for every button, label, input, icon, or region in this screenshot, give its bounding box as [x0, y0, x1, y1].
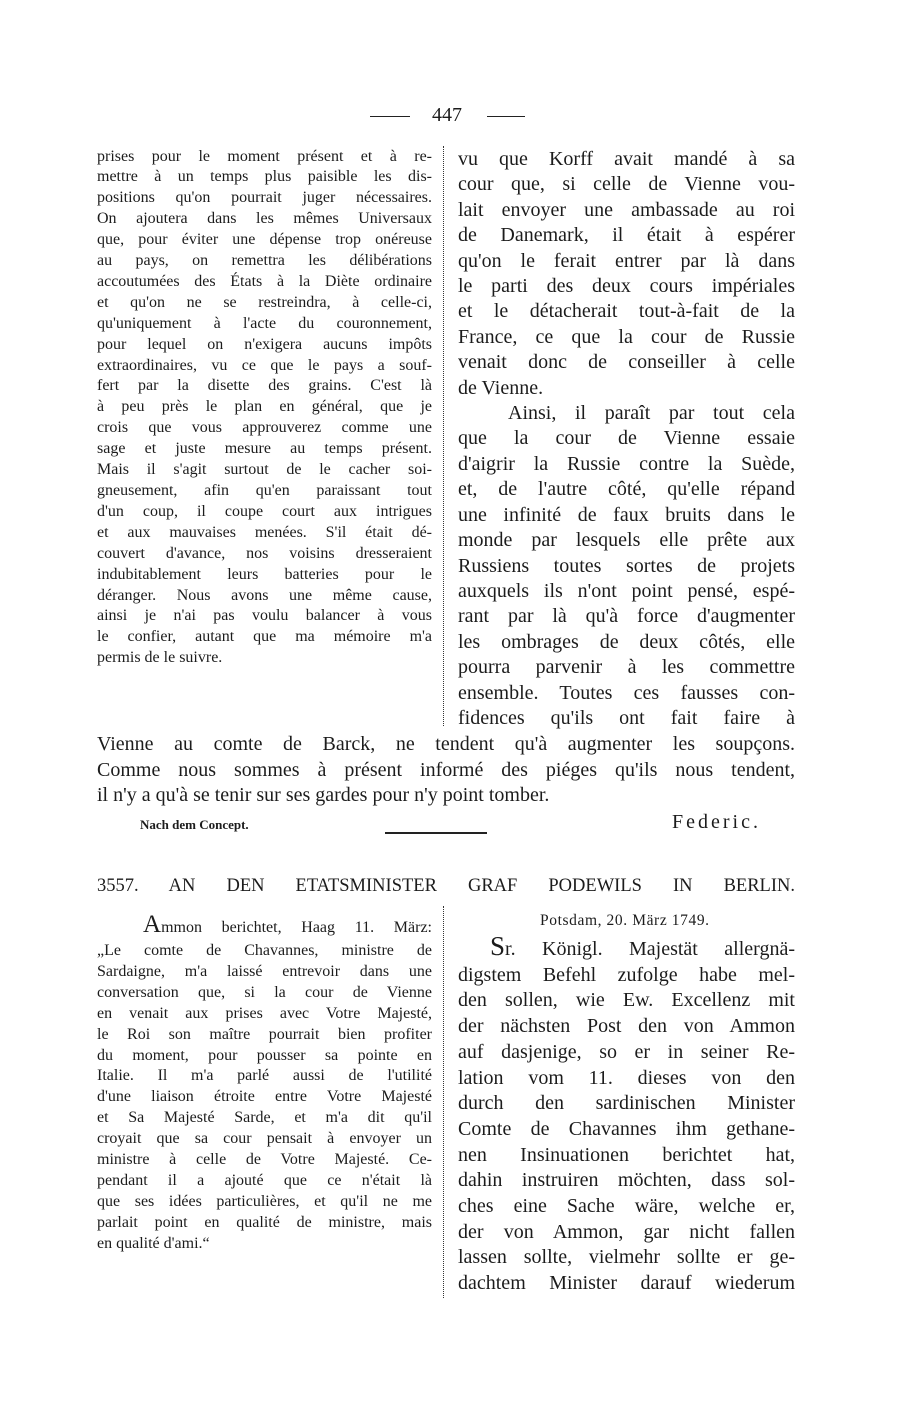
text-line: ainsi je n'ai pas voulu balancer à vous [97, 607, 432, 625]
text-line: positions qu'on pourrait juger nécessaires. [97, 189, 432, 207]
text-line: Sr. Königl. Majestät allergnä- [490, 931, 795, 961]
text-line: Ammon berichtet, Haag 11. März: [143, 911, 432, 938]
text-line: et qu'on ne se restreindra, à celle-ci, [97, 293, 432, 311]
text-line: déranger. Nous avons une même cause, [97, 586, 432, 604]
letter-heading: 3557. AN DEN ETATSMINISTER GRAF PODEWILS IN BERLIN. [97, 876, 795, 896]
text-line: et aux mauvaises menées. S'il était dé- [97, 523, 432, 541]
text-line: dachtem Minister darauf wiederum [458, 1272, 795, 1295]
text-line: lait envoyer une ambassade au roi [458, 198, 795, 221]
text-line: Sardaigne, m'a laissé entrevoir dans une [97, 962, 432, 980]
text-line: et Sa Majesté Sarde, et m'a dit qu'il [97, 1109, 432, 1127]
text-line: du moment, pour pousser sa pointe en [97, 1046, 432, 1064]
text-line: vu que Korff avait mandé à sa [458, 148, 795, 170]
text-line: Ainsi, il paraît par tout cela [508, 402, 795, 425]
text-line: pour lequel on n'exigera aucuns impôts [97, 335, 432, 353]
text-line: d'aigrir la Russie contre la Suède, [458, 452, 795, 475]
text-line: Mais il s'agit surtout de le cacher soi- [97, 461, 432, 479]
column-divider [443, 146, 444, 726]
text-line: digstem Befehl zufolge habe mel- [458, 963, 795, 986]
column-divider [443, 906, 444, 1298]
text-line: sage et juste mesure au temps présent. [97, 440, 432, 458]
right-column [458, 147, 795, 731]
text-line: de Vienne. [458, 376, 544, 399]
text-line: à peu près le plan en général, que je [97, 398, 432, 416]
text-line: fidences qu'ils ont fait faire à [458, 706, 795, 729]
text-line: extraordinaires, vu ce que le pays a souf- [97, 356, 432, 374]
text-line: der nächsten Post den von Ammon [458, 1015, 795, 1038]
text-line: France, ce que la cour de Russie [458, 325, 795, 348]
text-line: der von Ammon, gar nicht fallen [458, 1220, 795, 1243]
text-line: ches eine Sache wäre, welche er, [458, 1195, 795, 1218]
text-line: fert par la disette des grains. C'est là [97, 377, 432, 395]
signature: Federic. [672, 811, 761, 833]
text-line: gneusement, afin qu'en paraissant tout [97, 482, 432, 499]
text-line: On ajoutera dans les mêmes Universaux [97, 210, 432, 228]
text-line: lassen sollte, vielmehr sollte er ge- [458, 1246, 795, 1269]
text-line: cour que, si celle de Vienne vou- [458, 173, 795, 196]
text-line: au pays, on remettra les délibérations [97, 252, 432, 270]
text-line: accoutumées des États à la Diète ordinaire [97, 272, 432, 290]
source-note: Nach dem Concept. [140, 817, 249, 832]
paragraph [458, 147, 795, 401]
text-line: rant par là qu'à force d'augmenter [458, 605, 795, 628]
text-line: que la cour de Vienne essaie [458, 427, 795, 450]
text-line: dahin instruiren möchten, dass sol- [458, 1169, 795, 1192]
text-line: den sollen, wie Ew. Excellenz mit [458, 989, 795, 1012]
text-line: couvert d'avance, nos voisins dresseraient [97, 544, 432, 562]
paragraph [458, 401, 795, 731]
letter-body-column [458, 908, 795, 1297]
text-line: Russiens toutes sortes de projets [458, 554, 795, 577]
text-line: crois que vous approuverez comme une [97, 419, 432, 437]
text-line: venait donc de conseiller à celle [458, 351, 795, 374]
text-line: prises pour le moment présent et à re- [97, 147, 432, 165]
text-line: le confier, autant que ma mémoire m'a [97, 628, 432, 646]
text-line: Comte de Chavannes ihm gethane- [458, 1117, 795, 1140]
text-line: il n'y a qu'à se tenir sur ses gardes pour n'y point tomber. [97, 784, 550, 806]
text-line: auf dasjenige, so er in seiner Re- [458, 1040, 795, 1063]
text-line: que, pour éviter une dépense trop onéreuse [97, 231, 432, 249]
paragraph [458, 931, 795, 1297]
text-line: indubitablement leurs batteries pour le [97, 565, 432, 583]
text-line: en venait aux prises avec Votre Majesté, [97, 1004, 432, 1022]
text-line: Vienne au comte de Barck, ne tendent qu'à augmenter les soupçons. [97, 733, 795, 755]
text-line: auxquels ils n'ont point pensé, espé- [458, 579, 795, 602]
dateline: Potsdam, 20. März 1749. [540, 912, 710, 929]
text-line: et, de l'autre côté, qu'elle répand [458, 478, 795, 501]
text-line: monde par lesquels elle prête aux [458, 529, 795, 552]
text-line: lation vom 11. dieses von den [458, 1066, 795, 1089]
left-column [97, 147, 432, 670]
text-line: conversation que, si la cour de Vienne [97, 983, 432, 1001]
text-line: „Le comte de Chavannes, ministre de [97, 942, 432, 959]
text-line: Comme nous sommes à présent informé des piéges qu'ils nous tendent, [97, 758, 795, 781]
text-line: une infinité de faux bruits dans le [458, 503, 795, 526]
text-line: Italie. Il m'a parlé aussi de l'utilité [97, 1067, 432, 1085]
header-dash-right [487, 116, 525, 117]
text-line: le parti des deux cours impériales [458, 275, 795, 298]
text-line: permis de le suivre. [97, 649, 223, 667]
text-line: mettre à un temps plus paisible les dis- [97, 168, 432, 186]
text-line: pendant il a ajouté que ce n'était là [97, 1171, 432, 1189]
text-line: qu'uniquement à l'acte du couronnement, [97, 314, 432, 332]
text-line: d'une liaison étroite entre Votre Majesté [97, 1088, 432, 1106]
text-line: d'un coup, il coupe court aux intrigues [97, 502, 432, 520]
closing-paragraph [97, 732, 795, 809]
text-line: croyait que sa cour pensait à envoyer un [97, 1130, 432, 1148]
text-line: pourra parvenir à les commettre [458, 656, 795, 679]
text-line: qu'on le ferait entrer par là dans [458, 249, 795, 272]
text-line: ministre à celle de Votre Majesté. Ce- [97, 1151, 432, 1169]
text-line: nen Insinuationen berichtet hat, [458, 1143, 795, 1166]
page-number: 447 [432, 104, 462, 126]
text-line: en qualité d'ami.“ [97, 1234, 210, 1252]
text-line: durch den sardinischen Minister [458, 1092, 795, 1115]
text-line: ensemble. Toutes ces fausses con- [458, 681, 795, 704]
separator-rule [385, 832, 487, 834]
letter-summary-column [97, 912, 432, 1255]
text-line: les ombrages de deux côtés, elle [458, 630, 795, 653]
text-line: le Roi son maître pourrait bien profiter [97, 1025, 432, 1043]
text-line: parlait point en qualité de ministre, mais [97, 1213, 432, 1231]
text-line: de Danemark, il était à espérer [458, 224, 795, 247]
header-dash-left [370, 116, 410, 117]
text-line: et le détacherait tout-à-fait de la [458, 300, 795, 323]
text-line: que ses idées particulières, et qu'il ne me [97, 1192, 432, 1210]
